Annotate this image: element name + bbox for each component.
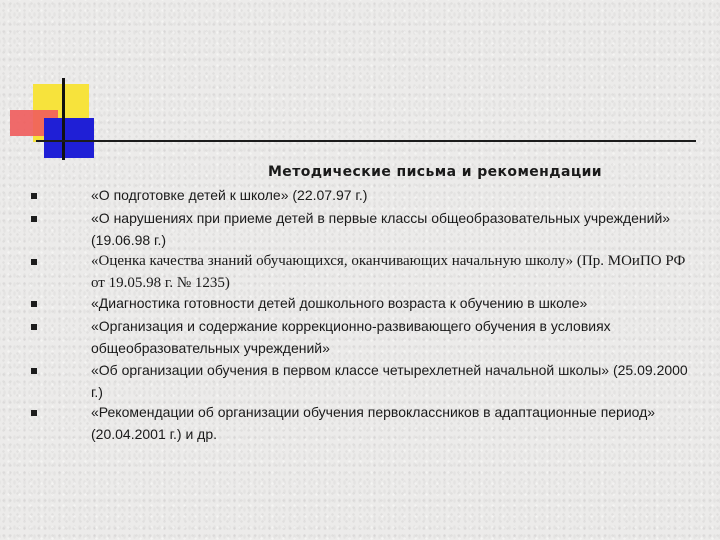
list-item-text: «Оценка качества знаний обучающихся, оканчивающих начальную школу» (Пр. МОиПО РФ от 19.05.98 г. № 1235) (91, 253, 686, 291)
bullet-icon (31, 324, 37, 330)
bullet-icon (31, 216, 37, 222)
bullet-icon (31, 193, 37, 199)
blue-square (44, 118, 94, 158)
list-item-text: «О нарушениях при приеме детей в первые классы общеобразовательных учреждений» (19.06.98 г.) (91, 210, 671, 248)
list-item (91, 207, 701, 251)
list-item-text: «Рекомендации об организации обучения первоклассников в адаптационные период» (20.04.2001 г.) и др. (91, 404, 656, 442)
list-item (91, 292, 701, 314)
slide-title: Методические письма и рекомендации (267, 164, 603, 180)
list-item (91, 359, 701, 403)
bullet-icon (31, 410, 37, 416)
list-item-text: «О подготовке детей к школе» (22.07.97 г.) (91, 187, 368, 203)
list-item-text: «Диагностика готовности детей дошкольного возраста к обучению в школе» (91, 295, 588, 311)
list-item (91, 315, 701, 359)
list-item (91, 184, 701, 206)
list-item (91, 250, 701, 294)
bullet-icon (31, 259, 37, 265)
list-item-text: «Организация и содержание коррекционно-развивающего обучения в условиях общеобразовательных учреждений» (91, 318, 611, 356)
title-divider (36, 140, 696, 142)
template-logo (0, 0, 140, 170)
bullet-icon (31, 368, 37, 374)
list-item (91, 401, 701, 445)
bullet-icon (31, 301, 37, 307)
logo-vertical-line (62, 78, 65, 160)
list-item-text: «Об организации обучения в первом классе четырехлетней начальной школы» (25.09.2000 г.) (91, 362, 688, 400)
